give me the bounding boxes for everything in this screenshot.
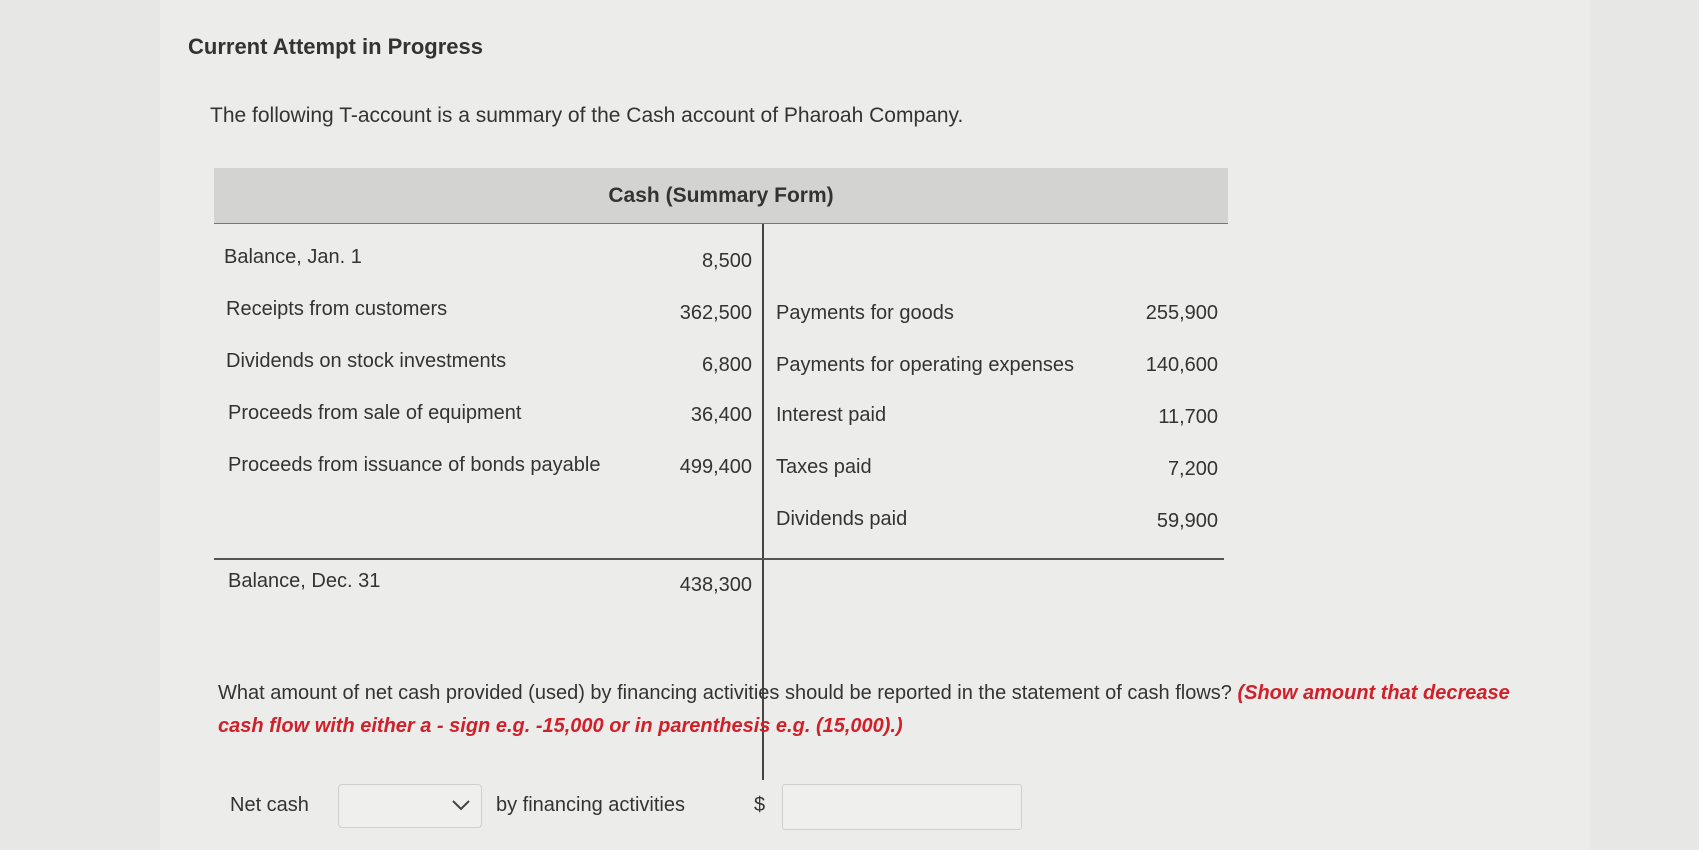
debit-amount: 8,500 [701,250,752,272]
credit-amount: 59,900 [1156,510,1218,532]
credit-amount: 7,200 [1167,458,1218,480]
currency-symbol: $ [754,794,766,816]
t-account-total-line [214,558,1224,560]
debit-amount: 362,500 [679,302,752,324]
t-account [214,168,1228,614]
debit-label: Balance, Jan. 1 [224,246,362,268]
t-account-title: Cash (Summary Form) [214,168,1228,224]
debit-label: Proceeds from sale of equipment [228,402,522,424]
debit-label: Proceeds from issuance of bonds payable [228,454,601,476]
provided-used-select[interactable] [338,784,482,828]
by-financing-label: by financing activities [496,794,685,816]
credit-label: Taxes paid [776,456,872,478]
credit-amount: 140,600 [1145,354,1218,376]
credit-label: Dividends paid [776,508,908,530]
question-body: What amount of net cash provided (used) by financing activities should be reported in the statement of cash flows? [218,682,1238,704]
credit-amount: 255,900 [1145,302,1218,324]
question-text [218,677,1548,743]
credit-label: Payments for goods [776,302,954,324]
credit-label: Interest paid [776,404,887,426]
intro-text: The following T-account is a summary of the Cash account of Pharoah Company. [210,104,964,127]
ending-balance-amount: 438,300 [679,574,752,596]
answer-row [230,784,1230,832]
credit-amount: 11,700 [1158,406,1218,428]
credit-label: Payments for operating expenses [776,354,1074,376]
debit-amount: 36,400 [690,404,752,426]
net-cash-label: Net cash [230,794,309,816]
debit-amount: 499,400 [679,456,752,478]
attempt-title: Current Attempt in Progress [188,34,484,59]
debit-label: Dividends on stock investments [226,350,507,372]
amount-input[interactable] [782,784,1022,830]
debit-label: Receipts from customers [226,298,448,320]
chevron-down-icon [451,798,471,817]
ending-balance-label: Balance, Dec. 31 [228,570,381,592]
debit-amount: 6,800 [701,354,752,376]
question-hint: (Show amount that decrease cash flow with either a - sign e.g. -15,000 or in parenthesis e.g. (15,000).) [218,682,1510,737]
